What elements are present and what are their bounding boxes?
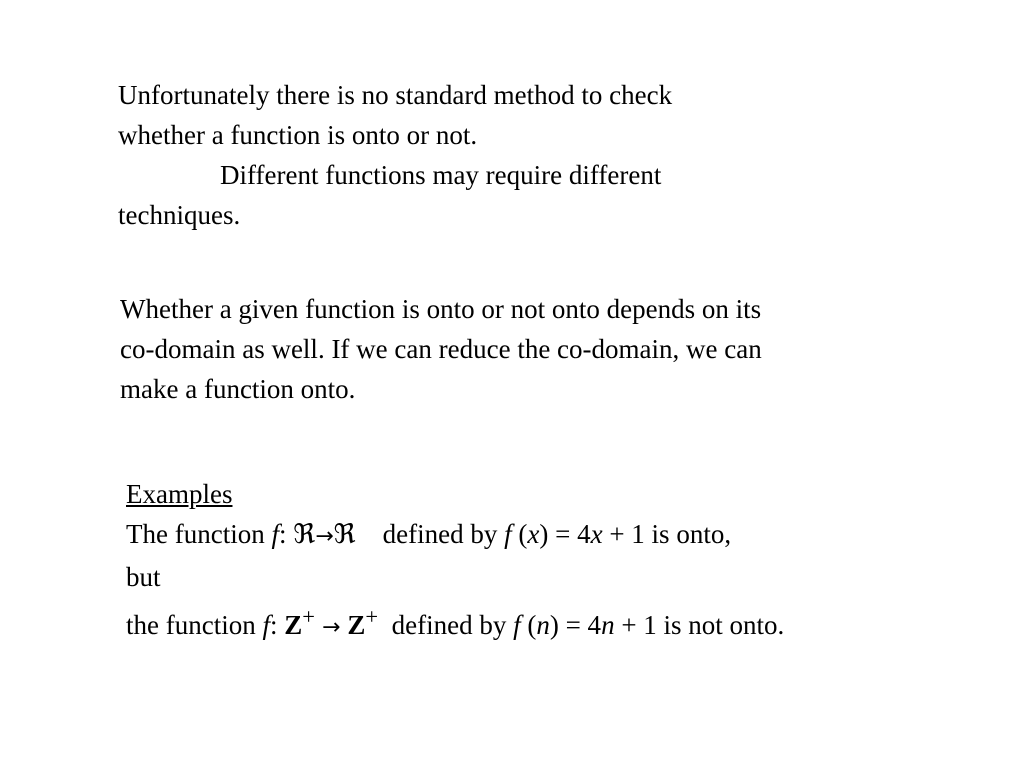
example-2 [126, 597, 784, 648]
intro-line-4: techniques. [118, 200, 241, 230]
codomain-line-1: Whether a given function is onto or not onto depends on its [120, 294, 762, 324]
equation-middle: ) = 4 [539, 519, 591, 549]
codomain-paragraph [120, 289, 762, 409]
arrow-icon: → [314, 615, 348, 640]
example-2-tail: + 1 is not onto. [614, 610, 785, 640]
function-symbol: f [513, 610, 521, 640]
codomain-symbol: ℜ [333, 519, 356, 549]
domain-symbol: Z [284, 610, 303, 640]
but-line: but [126, 562, 161, 592]
example-1 [126, 514, 784, 557]
codomain-line-2: co-domain as well. If we can reduce the co-domain, we can [120, 334, 762, 364]
variable-n: n [536, 610, 550, 640]
variable-x: x [527, 519, 540, 549]
defined-by-text: defined by [355, 519, 505, 549]
domain-symbol: ℜ [293, 519, 316, 549]
function-symbol: f [262, 610, 270, 640]
example-1-tail: + 1 is onto, [602, 519, 732, 549]
colon: : [278, 519, 294, 549]
defined-by-text: defined by [378, 610, 514, 640]
variable-n: n [601, 610, 615, 640]
example-2-lead: the function [126, 610, 263, 640]
intro-line-1: Unfortunately there is no standard method to check [118, 80, 673, 110]
superscript-plus: + [365, 604, 379, 629]
function-symbol: f [504, 519, 512, 549]
examples-heading: Examples [126, 479, 233, 509]
paren-open: ( [511, 519, 528, 549]
colon: : [269, 610, 285, 640]
codomain-symbol: Z [347, 610, 366, 640]
intro-line-3: Different functions may require different [220, 160, 662, 190]
examples-section [126, 474, 784, 648]
variable-x: x [590, 519, 603, 549]
paren-open: ( [520, 610, 537, 640]
equation-middle: ) = 4 [549, 610, 602, 640]
superscript-plus: + [302, 604, 315, 629]
arrow-icon: → [315, 524, 334, 549]
intro-line-2: whether a function is onto or not. [118, 120, 478, 150]
codomain-line-3: make a function onto. [120, 374, 356, 404]
intro-paragraph [118, 75, 672, 235]
example-1-lead: The function [126, 519, 272, 549]
function-symbol: f [271, 519, 279, 549]
